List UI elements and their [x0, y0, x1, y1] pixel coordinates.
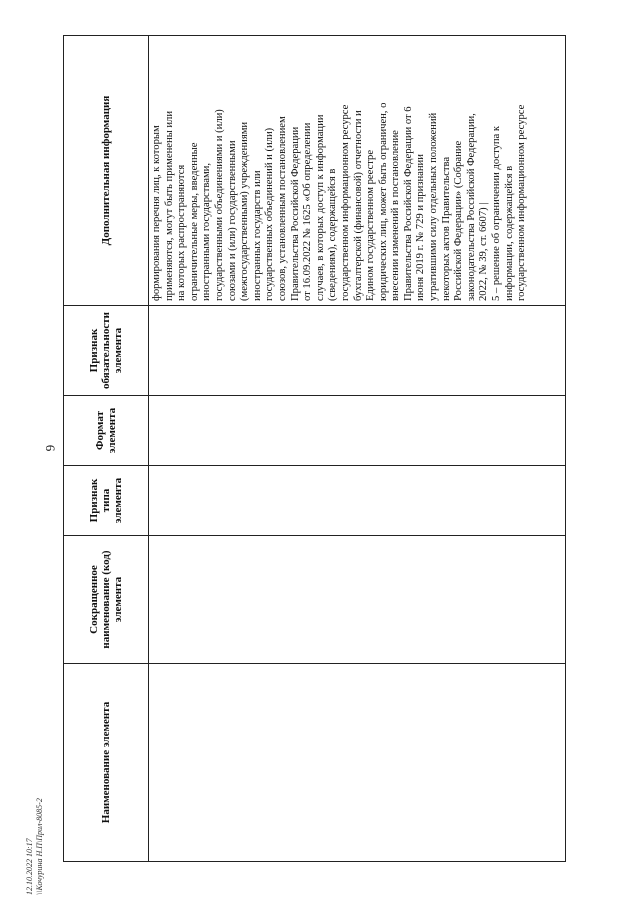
desc-line: формирования перечня лиц, к которым: [151, 125, 162, 301]
desc-line: иностранными государствами,: [201, 163, 213, 301]
desc-line: на которых распространяются: [176, 164, 188, 301]
desc-line: государственных объединений и (или): [264, 127, 276, 301]
cell-element-mandatory: [149, 306, 566, 396]
desc-line: некоторых актов Правительства: [440, 156, 452, 301]
desc-line: союзами и (или) государственными: [226, 140, 238, 301]
cell-element-type: [149, 466, 566, 536]
desc-line: 5 – решение об ограничении доступа к: [491, 125, 503, 301]
desc-line: государственном информационном ресурсе: [516, 104, 528, 301]
desc-line: внесении изменений в постановление: [390, 130, 402, 301]
cell-additional-info: [149, 36, 566, 306]
desc-line: 2022, № 39, ст. 6607) |: [478, 202, 490, 301]
desc-line: случаев, в которых доступ к информации: [314, 114, 326, 301]
desc-line: Едином государственном реестре: [365, 149, 377, 301]
table-row: [149, 36, 566, 862]
desc-line: информации, содержащейся в: [503, 165, 515, 301]
desc-line: применяются, могут быть применены или: [163, 111, 175, 301]
desc-line: юридических лиц, может быть ограничен, о: [377, 102, 389, 301]
desc-line: ограничительные меры, введенные: [188, 142, 200, 301]
cell-element-name: [149, 664, 566, 862]
footer-file-path: \\Кочурина Н.П\Прил-8085-2: [35, 798, 44, 895]
desc-line: июня 2019 г. № 729 и признании: [415, 154, 427, 301]
desc-line: (сведениям), содержащейся в: [327, 168, 339, 301]
header-additional-info: Дополнительная информация: [64, 36, 149, 306]
cell-element-format: [149, 396, 566, 466]
table-header-row: [64, 36, 149, 862]
cell-element-code: [149, 536, 566, 664]
desc-line: бухгалтерской (финансовой) отчетности и: [352, 110, 364, 301]
desc-line: союзов, установленным постановлением: [276, 116, 288, 301]
desc-line: государственном информационном ресурсе: [339, 104, 351, 301]
document-footer: [25, 705, 45, 895]
desc-line: (межгосударственными) учреждениями: [239, 121, 251, 301]
rotated-table-container: [63, 36, 567, 862]
header-element-name: Наименование элемента: [64, 664, 149, 862]
desc-line: Правительства Российской Федерации: [289, 126, 301, 301]
desc-line: законодательства Российской Федерации,: [465, 113, 477, 301]
header-element-format: Формат элемента: [64, 396, 149, 466]
desc-line: Российской Федерации» (Собрание: [453, 140, 465, 301]
footer-timestamp: 12.10.2022 10:17: [25, 838, 34, 895]
page-number: 6: [43, 444, 58, 452]
desc-line: утратившими силу отдельных положений: [428, 112, 440, 301]
desc-line: от 16.09.2022 № 1625 «Об определении: [302, 122, 314, 301]
header-element-code: Сокращенное наименование (код) элемента: [64, 536, 149, 664]
elements-table: [63, 35, 566, 862]
header-element-mandatory: Признак обязательности элемента: [64, 306, 149, 396]
header-element-type: Признак типа элемента: [64, 466, 149, 536]
desc-line: государственными объединениями и (или): [213, 109, 225, 301]
desc-line: иностранных государств или: [251, 170, 263, 301]
desc-line: Правительства Российской Федерации от 6: [402, 106, 414, 301]
